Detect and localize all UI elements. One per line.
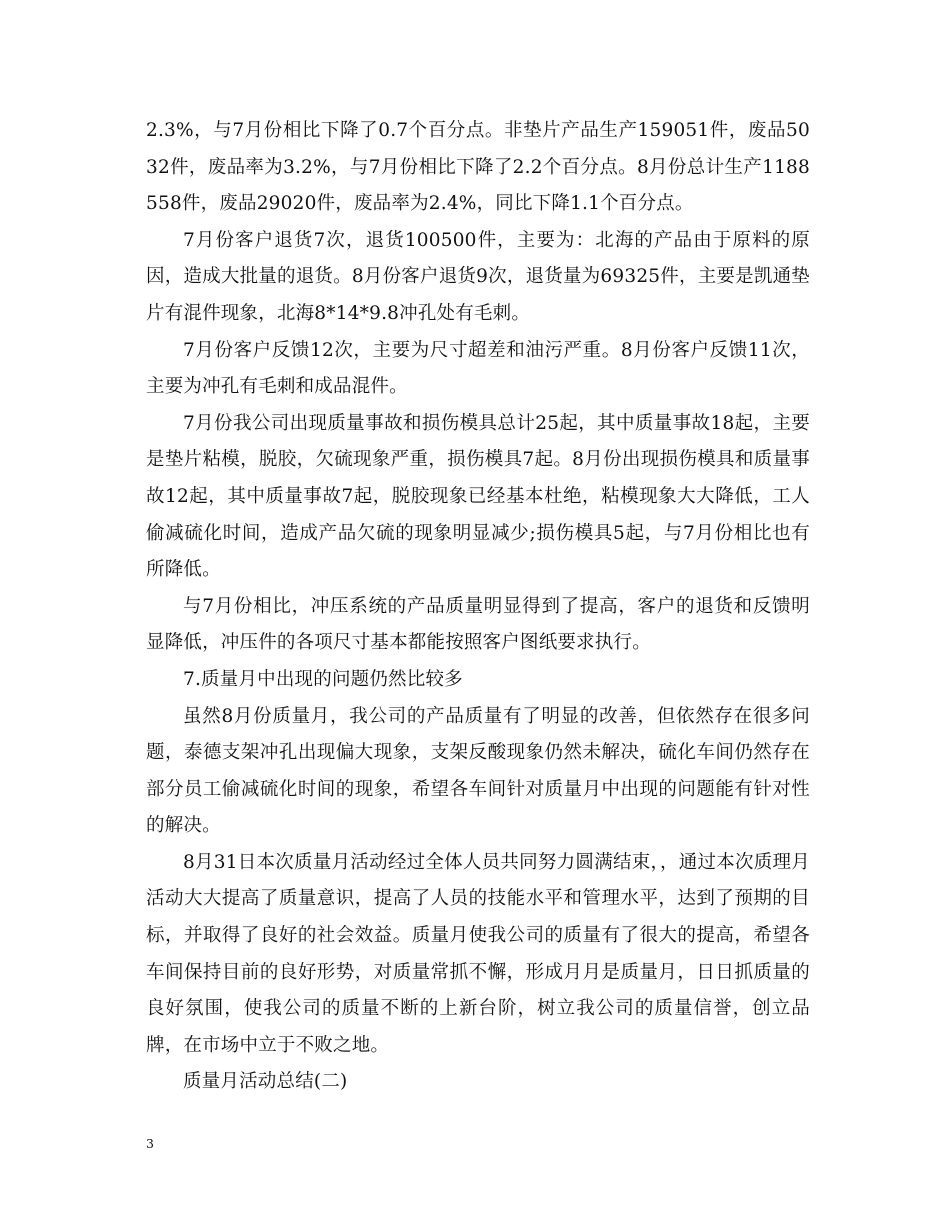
document-body [146, 113, 810, 1101]
paragraph-3: 7月份客户反馈12次，主要为尺寸超差和油污严重。8月份客户反馈11次，主要为冲孔有毛刺和成品混件。 [146, 339, 810, 398]
paragraph-4: 7月份我公司出现质量事故和损伤模具总计25起，其中质量事故18起，主要是垫片粘模，脱胶，欠硫现象严重，损伤模具7起。8月份出现损伤模具和质量事故12起，其中质量事故7起，脱胶现象已经基本杜绝，粘模现象大大降低，工人偷减硫化时间，造成产品欠硫的现象明显减少;损伤模具5起，与7月份相比也有所降低。 [146, 412, 810, 581]
paragraph-5: 与7月份相比，冲压系统的产品质量明显得到了提高，客户的退货和反馈明显降低，冲压件的各项尺寸基本都能按照客户图纸要求执行。 [146, 595, 810, 654]
paragraph-1: 2.3%，与7月份相比下降了0.7个百分点。非垫片产品生产159051件，废品5032件，废品率为3.2%，与7月份相比下降了2.2个百分点。8月份总计生产1188558件，废品29020件，废品率为2.4%，同比下降1.1个百分点。 [146, 120, 810, 215]
paragraph-2: 7月份客户退货7次，退货100500件，主要为：北海的产品由于原料的原因，造成大批量的退货。8月份客户退货9次，退货量为69325件，主要是凯通垫片有混件现象，北海8*14*9.8冲孔处有毛刺。 [146, 229, 810, 324]
next-section-title: 质量月活动总结(二) [183, 1071, 348, 1093]
paragraph-7: 虽然8月份质量月，我公司的产品质量有了明显的改善，但依然存在很多问题，泰德支架冲孔出现偏大现象，支架反酸现象仍然未解决，硫化车间仍然存在部分员工偷减硫化时间的现象，希望各车间针对质量月中出现的问题能有针对性的解决。 [146, 705, 810, 837]
paragraph-8: 8月31日本次质量月活动经过全体人员共同努力圆满结束，，通过本次质理月活动大大提高了质量意识，提高了人员的技能水平和管理水平，达到了预期的目标，并取得了良好的社会效益。质量月使我公司的质量有了很大的提高，希望各车间保持目前的良好形势，对质量常抓不懈，形成月月是质量月，日日抓质量的良好氛围，使我公司的质量不断的上新台阶，树立我公司的质量信誉，创立品牌，在市场中立于不败之地。 [146, 851, 810, 1056]
page-number: 3 [146, 1136, 154, 1151]
section-heading: 7.质量月中出现的问题仍然比较多 [183, 668, 463, 690]
